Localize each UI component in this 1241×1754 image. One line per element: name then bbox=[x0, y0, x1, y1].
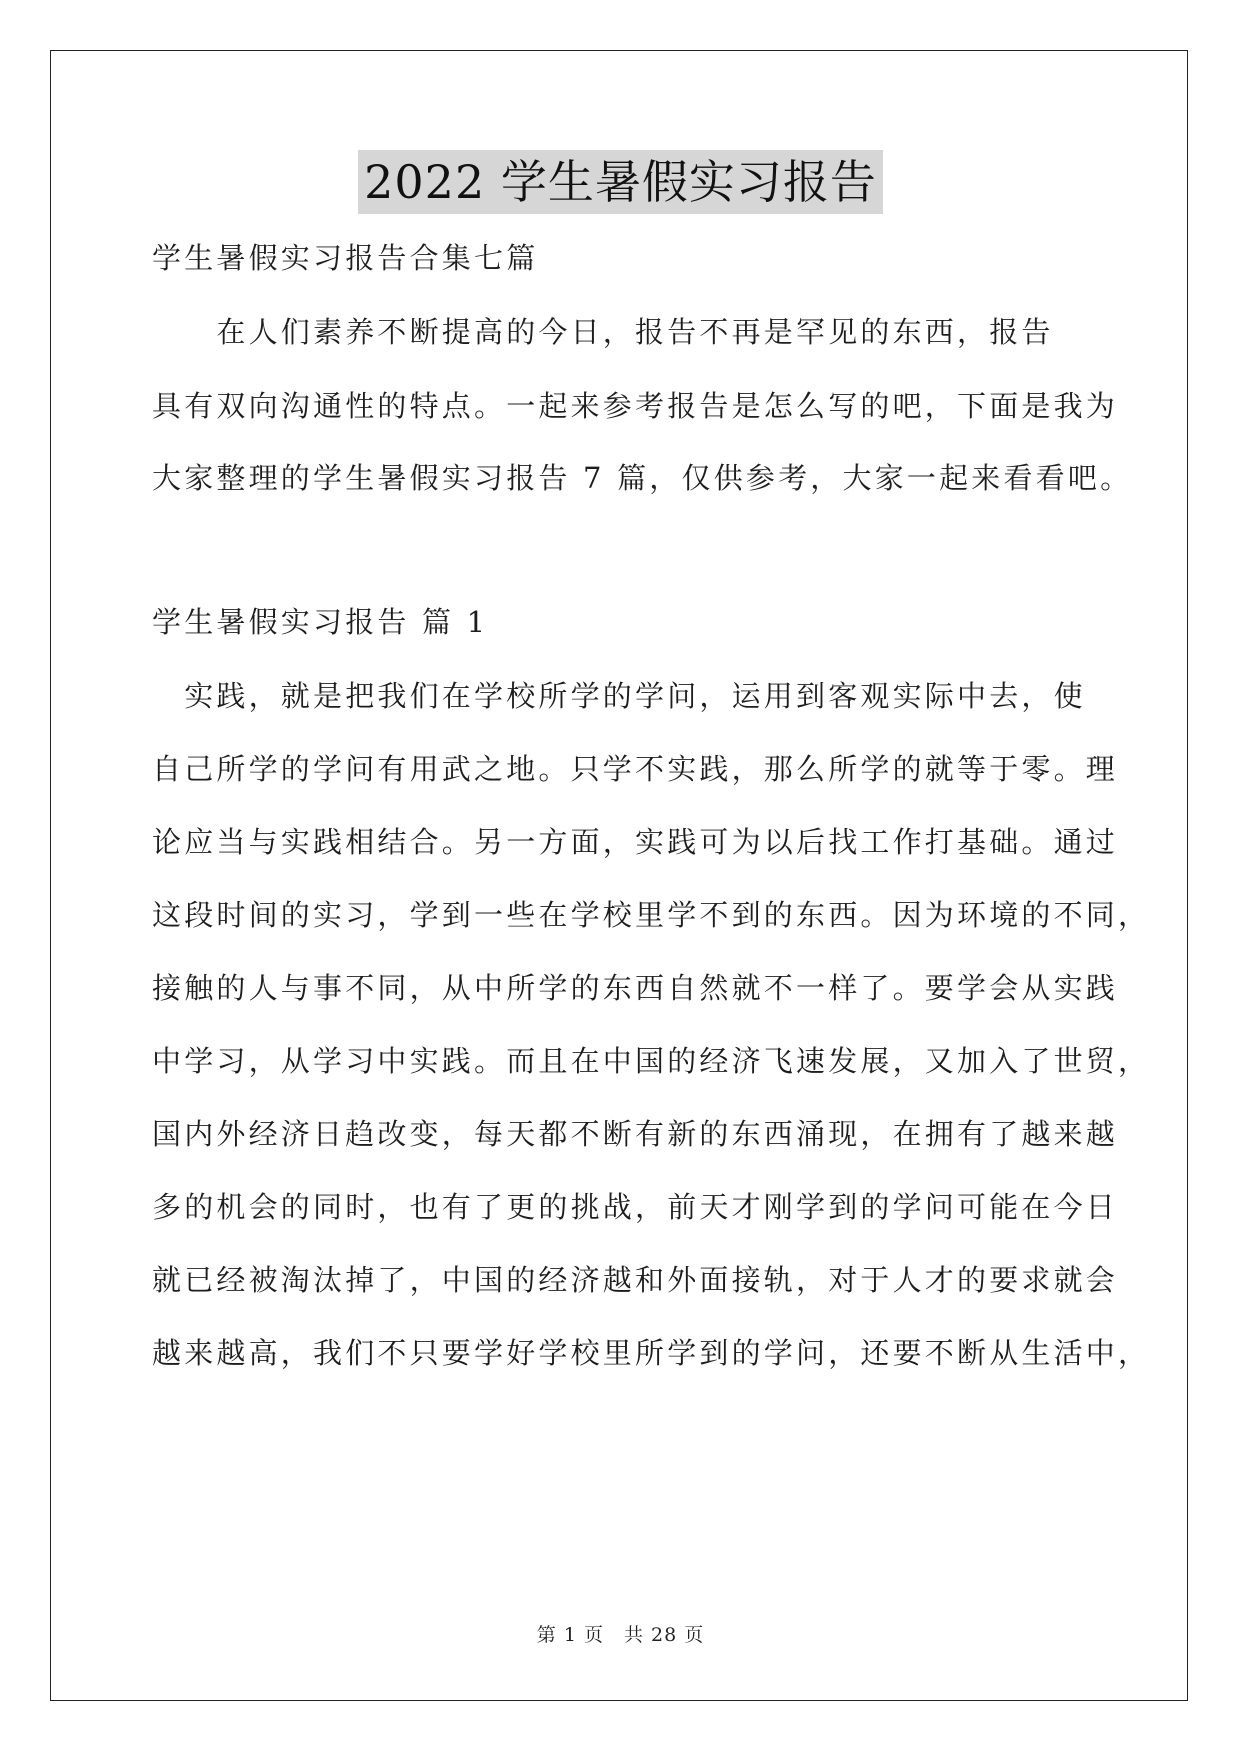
body-line: 论应当与实践相结合。另一方面，实践可为以后找工作打基础。通过 bbox=[152, 825, 1119, 859]
section-heading: 学生暑假实习报告 篇 1 bbox=[152, 605, 489, 639]
body-line: 多的机会的同时，也有了更的挑战，前天才刚学到的学问可能在今日 bbox=[152, 1190, 1119, 1224]
body-line: 接触的人与事不同，从中所学的东西自然就不一样了。要学会从实践 bbox=[152, 971, 1119, 1005]
document-subtitle: 学生暑假实习报告合集七篇 bbox=[152, 241, 539, 275]
page-number-footer: 第 1 页 共 28 页 bbox=[536, 1624, 705, 1646]
body-line: 越来越高，我们不只要学好学校里所学到的学问，还要不断从生活中， bbox=[152, 1336, 1151, 1370]
body-line: 自己所学的学问有用武之地。只学不实践，那么所学的就等于零。理 bbox=[152, 752, 1119, 786]
page-border bbox=[50, 50, 1188, 1701]
body-line: 实践，就是把我们在学校所学的学问，运用到客观实际中去，使 bbox=[152, 679, 1086, 713]
body-line: 就已经被淘汰掉了，中国的经济越和外面接轨，对于人才的要求就会 bbox=[152, 1263, 1119, 1297]
document-title: 2022 学生暑假实习报告 bbox=[358, 150, 883, 214]
intro-line: 大家整理的学生暑假实习报告 7 篇，仅供参考，大家一起来看看吧。 bbox=[152, 461, 1133, 495]
body-line: 国内外经济日趋改变，每天都不断有新的东西涌现，在拥有了越来越 bbox=[152, 1117, 1119, 1151]
title-wrap bbox=[0, 150, 1241, 214]
body-line: 中学习，从学习中实践。而且在中国的经济飞速发展，又加入了世贸， bbox=[152, 1044, 1151, 1078]
body-line: 这段时间的实习，学到一些在学校里学不到的东西。因为环境的不同， bbox=[152, 898, 1151, 932]
intro-line: 具有双向沟通性的特点。一起来参考报告是怎么写的吧，下面是我为 bbox=[152, 389, 1119, 423]
intro-line: 在人们素养不断提高的今日，报告不再是罕见的东西，报告 bbox=[152, 315, 1054, 349]
